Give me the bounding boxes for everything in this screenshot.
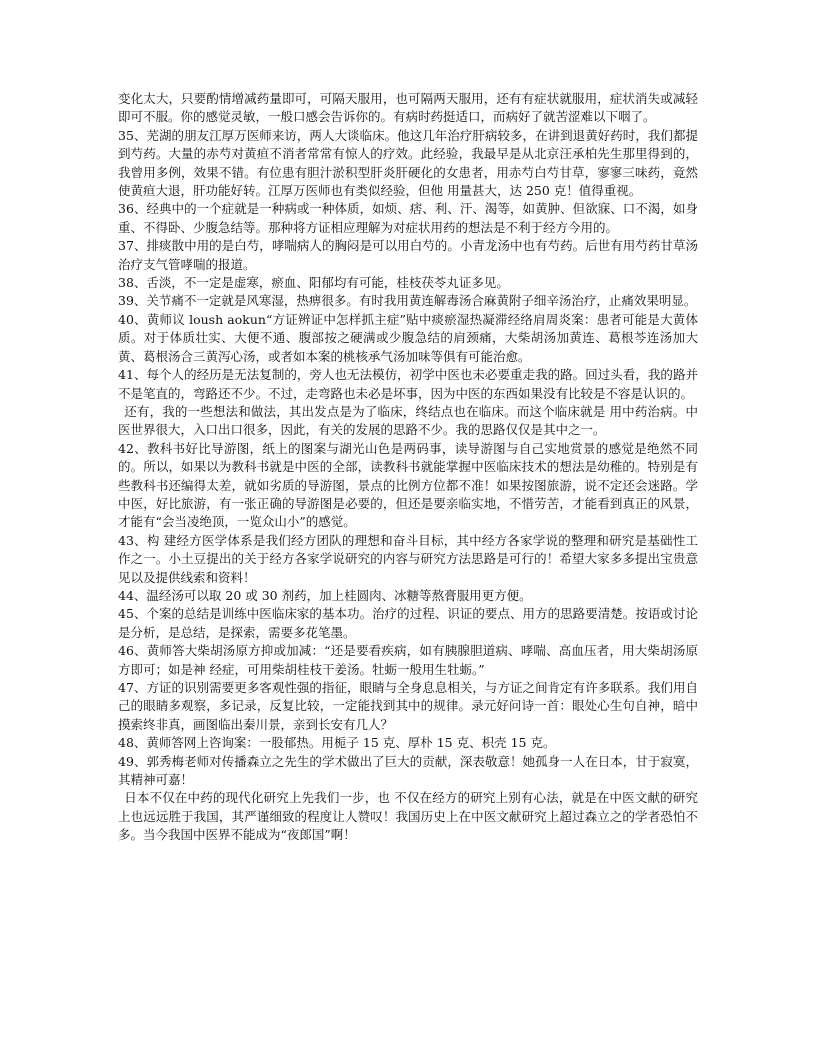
paragraph-42: 42、教科书好比导游图，纸上的图案与湖光山色是两码事，读导游图与自己实地赏景的感觉是绝然不同的。所以，如果以为教科书就是中医的全部，读教科书就能掌握中医临床技术的想法是幼稚的。特别是有些教科书还编得太差，就如劣质的导游图，景点的比例方位都不准！如果按图旅游，说不定还会迷路。学中医，好比旅游，有一张正确的导游图是必要的，但还是要亲临实地，不惜劳苦，才能看到真正的风景，才能有“会当凌绝顶，一览众山小”的感觉。: [118, 440, 698, 530]
document-page: [118, 90, 698, 845]
paragraph-43: 43、构 建经方医学体系是我们经方团队的理想和奋斗目标，其中经方各家学说的整理和研究是基础性工作之一。小土豆提出的关于经方各家学说研究的内容与研究方法思路是可行的！希望大家多多提出宝贵意见以及提供线索和资料！: [118, 532, 698, 585]
paragraph-intro: 变化太大，只要酌情增减药量即可，可隔天服用，也可隔两天服用，还有有症状就服用，症状消失或减轻即可不服。你的感觉灵敏，一般口感会告诉你的。有病时药挺适口，而病好了就苦涩难以下咽了。: [118, 91, 698, 125]
paragraph-41: 41、每个人的经历是无法复制的，旁人也无法模仿，初学中医也未必要重走我的路。回过头看，我的路并不是笔直的，弯路还不少。不过，走弯路也未必是坏事，因为中医的东西如果没有比较是不容是认识的。: [118, 367, 698, 401]
paragraph-47: 47、方证的识别需要更多客观性强的指征，眼睛与全身息息相关，与方证之间肯定有许多联系。我们用自己的眼睛多观察，多记录，反复比较，一定能找到其中的规律。录元好问诗一首：眼处心生句自神，暗中摸索终非真，画图临出秦川景，亲到长安有几人？: [118, 680, 698, 732]
paragraph-49-continued: 日本不仅在中药的现代化研究上先我们一步，也 不仅在经方的研究上别有心法，就是在中医文献的研究上也远远胜于我国，其严谨细致的程度让人赞叹！我国历史上在中医文献研究上超过森立之的学者恐怕不多。当今我国中医界不能成为“夜郎国”啊！: [118, 790, 698, 843]
paragraph-45: 45、个案的总结是训练中医临床家的基本功。治疗的过程、识证的要点、用方的思路要清楚。按语或讨论是分析，是总结，是探索，需要多花笔墨。: [118, 606, 698, 640]
paragraph-41-continued: 还有，我的一些想法和做法，其出发点是为了临床，终结点也在临床。而这个临床就是 用中药治病。中医世界很大，入口出口很多，因此，有关的发展的思路不少。我的思路仅仅是其中之一。: [118, 403, 698, 438]
paragraph-35: 35、芜湖的朋友江厚万医师来访，两人大谈临床。他这几年治疗肝病较多，在讲到退黄好药时，我们都提到芍药。大量的赤芍对黄疸不消者常常有惊人的疗效。此经验，我最早是从北京汪承柏先生那里得到的，我曾用多例，效果不错。有位患有胆汁淤积型肝炎肝硬化的女患者，用赤芍白芍甘草，寥寥三味药，竟然使黄疸大退，肝功能好转。江厚万医师也有类似经验，但他 用量甚大，达 250 克！值得重视。: [118, 127, 698, 199]
paragraph-37: 37、排痰散中用的是白芍，哮喘病人的胸闷是可以用白芍的。小青龙汤中也有芍药。后世有用芍药甘草汤治疗支气管哮喘的报道。: [118, 238, 698, 272]
paragraph-38: 38、舌淡，不一定是虚寒，瘀血、阳郁均有可能，桂枝茯苓丸证多见。: [118, 275, 509, 291]
paragraph-44: 44、温经汤可以取 20 或 30 剂药，加上桂圆肉、冰糖等熬膏服用更方便。: [118, 587, 532, 603]
paragraph-40: 40、黄师议 loush aokun“方证辨证中怎样抓主症”贴中痰瘀湿热凝滞经络肩周炎案：患者可能是大黄体质。对于体质壮实、大便不通、腹部按之硬满或少腹急结的肩颈痛，大柴胡汤加黄连、葛根芩连汤加大黄、葛根汤合三黄泻心汤，或者如本案的桃核承气汤加味等俱有可能治愈。: [118, 311, 698, 364]
paragraph-36: 36、经典中的一个症就是一种病或一种体质，如烦、痞、利、汗、渴等，如黄肿、但欲寐、口不渴，如身重、不得卧、少腹急结等。那种将方证相应理解为对症状用药的想法是不利于经方今用的。: [118, 201, 698, 235]
paragraph-48: 48、黄师答网上咨询案：一股郁热。用栀子 15 克、厚朴 15 克、枳壳 15 克。: [118, 735, 556, 751]
paragraph-39: 39、关节痛不一定就是风寒湿，热痹很多。有时我用黄连解毒汤合麻黄附子细辛汤治疗，止痛效果明显。: [118, 293, 697, 309]
paragraph-46: 46、黄师答大柴胡汤原方抑或加减：“还是要看疾病，如有胰腺胆道病、哮喘、高血压者，用大柴胡汤原方即可；如是神 经症，可用柴胡桂枝干姜汤。牡蛎一般用生牡蛎。”: [118, 643, 698, 677]
paragraph-49: 49、郭秀梅老师对传播森立之先生的学术做出了巨大的贡献，深表敬意！她孤身一人在日本，甘于寂寞，其精神可嘉！: [118, 753, 698, 788]
